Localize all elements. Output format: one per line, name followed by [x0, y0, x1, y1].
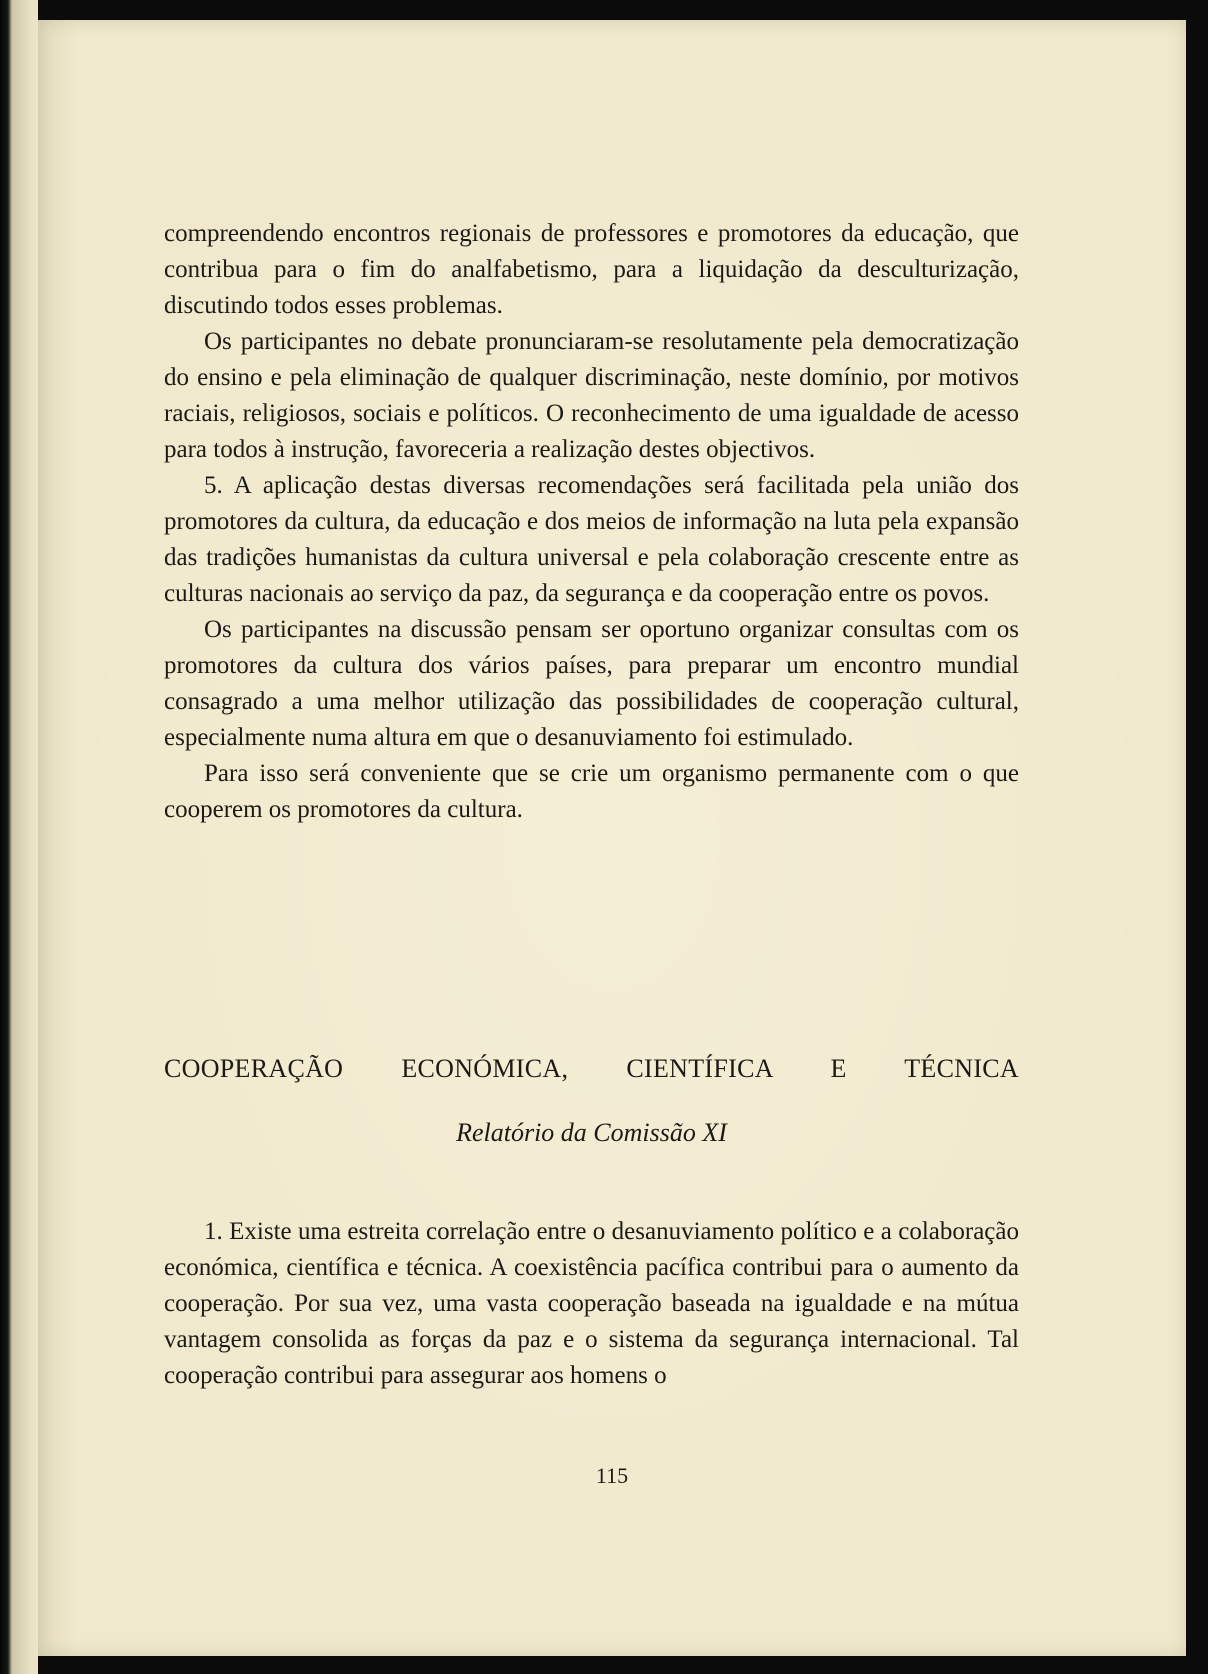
paragraph-debate: Os participantes no debate pronunciaram-se resolutamente pela democratização do ensino e pela eliminação de qualquer discriminação, neste domínio, por motivos raciais, religiosos, sociais e políticos. O reconhecimento de uma igualdade de acesso para todos à instrução, favoreceria a realização destes objectivos. — [164, 328, 1019, 463]
scan-binding-edge — [0, 0, 38, 1674]
paragraph-organism: Para isso será conveniente que se crie um organismo permanente com o que cooperem os promotores da cultura. — [164, 760, 1019, 823]
paragraph-point-1: 1. Existe uma estreita correlação entre o desanuviamento político e a colaboração económica, científica e técnica. A coexistência pacífica contribui para o aumento da cooperação. Por sua vez, uma vasta cooperação baseada na igualdade e na mútua vantagem consolida as forças da paz e o sistema da segurança internacional. Tal cooperação contribui para assegurar aos homens o — [164, 1218, 1019, 1389]
body-text-bottom — [164, 1214, 1019, 1394]
section-title: COOPERAÇÃO ECONÓMICA, CIENTÍFICA E TÉCNICA — [164, 1054, 1019, 1083]
paragraph-continuation: compreendendo encontros regionais de professores e promotores da educação, que contribua para o fim do analfabetismo, para a liquidação da desculturização, discutindo todos esses problemas. — [164, 220, 1019, 319]
book-page — [38, 20, 1186, 1656]
page-number: 115 — [595, 1463, 629, 1488]
body-text-top — [164, 216, 1019, 828]
paragraph-consultations: Os participantes na discussão pensam ser oportuno organizar consultas com os promotores da cultura dos vários países, para preparar um encontro mundial consagrado a uma melhor utilização das possibilidades de cooperação cultural, especialmente numa altura em que o desanuviamento foi estimulado. — [164, 616, 1019, 751]
paragraph-recommendation-5: 5. A aplicação destas diversas recomendações será facilitada pela união dos promotores da cultura, da educação e dos meios de informação na luta pela expansão das tradições humanistas da cultura universal e pela colaboração crescente entre as culturas nacionais ao serviço da paz, da segurança e da cooperação entre os povos. — [164, 472, 1019, 607]
section-subtitle: Relatório da Comissão XI — [456, 1118, 727, 1147]
